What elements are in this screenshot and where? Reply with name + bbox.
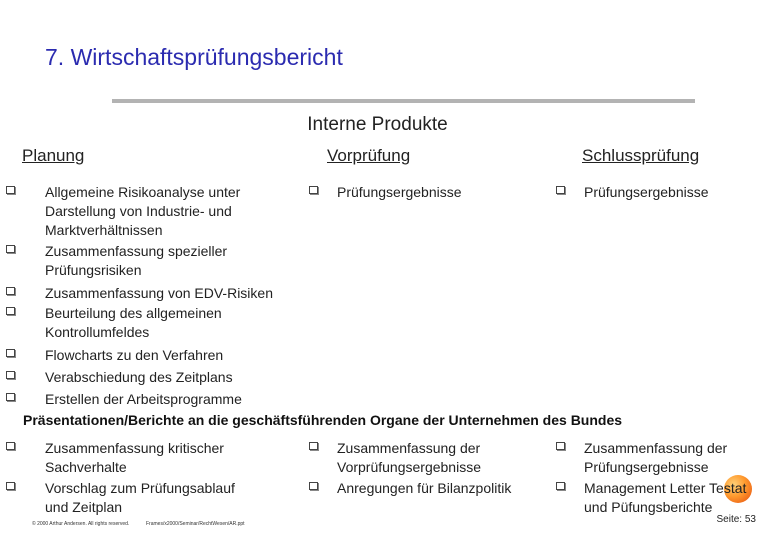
list-item: Zusammenfassung der Vorprüfungsergebnisse [337,440,481,475]
list-item: Beurteilung des allgemeinen Kontrollumfeldes [45,305,222,340]
column-heading-planung: Planung [22,146,85,165]
footer-copyright: © 2000 Arthur Andersen. All rights reserved. [32,521,130,527]
column-heading-vorpruefung: Vorprüfung [327,146,411,165]
list-item: Management Letter Testat und Püfungsberichte [584,480,747,515]
list-item: Allgemeine Risikoanalyse unter Darstellung von Industrie- und Marktverhältnissen [45,184,241,238]
column-heading-schlusspruefung: Schlussprüfung [582,146,700,165]
bullet-icon [6,482,15,490]
list-item: Prüfungsergebnisse [337,184,462,200]
list-item: Prüfungsergebnisse [584,184,709,200]
list-item: Zusammenfassung der Prüfungsergebnisse [584,440,728,475]
bullet-icon [6,393,15,401]
bullet-icon [309,442,318,450]
bullet-icon [6,371,15,379]
list-item: Flowcharts zu den Verfahren [45,347,224,363]
bullet-icon [556,442,565,450]
list-item: Vorschlag zum Prüfungsablauf und Zeitplan [45,480,235,515]
bullet-icon [6,349,15,357]
bullet-icon [6,287,15,295]
list-item: Zusammenfassung spezieller Prüfungsrisiken [45,243,228,278]
bullet-icon [6,442,15,450]
list-item: Erstellen der Arbeitsprogramme [45,391,242,407]
section-bar: Präsentationen/Berichte an die geschäftsführenden Organe der Unternehmen des Bundes [23,412,623,428]
list-item: Anregungen für Bilanzpolitik [337,480,512,496]
bullet-icon [6,186,15,194]
footer-filepath: Frames/x2000/Seminar/RechtWesen/AR.ppt [146,521,245,527]
bullet-icon [556,482,565,490]
bullet-icon [6,245,15,253]
page-number: Seite: 53 [716,514,756,525]
bullet-icon [309,482,318,490]
bullet-icon [6,307,15,315]
title-divider [112,99,695,103]
list-item: Zusammenfassung von EDV-Risiken [45,285,273,301]
list-item: Zusammenfassung kritischer Sachverhalte [45,440,224,475]
bullet-icon [556,186,565,194]
slide-subtitle: Interne Produkte [307,114,448,135]
bullet-icon [309,186,318,194]
list-item: Verabschiedung des Zeitplans [45,369,233,385]
slide-title: 7. Wirtschaftsprüfungsbericht [45,44,343,70]
